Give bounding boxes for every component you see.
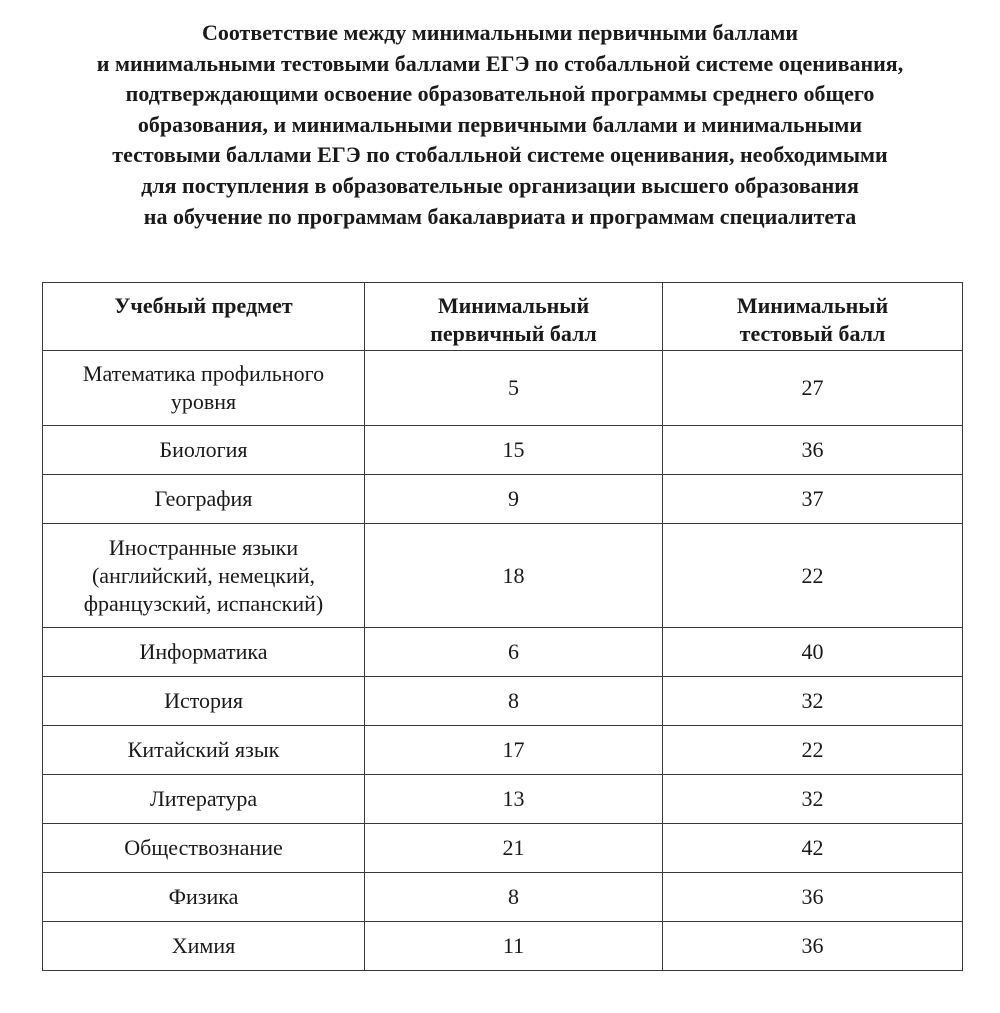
table-row	[43, 426, 963, 475]
primary-score-cell: 13	[365, 775, 663, 824]
subject-line: (английский, немецкий,	[91, 562, 316, 588]
subject-cell	[43, 475, 365, 524]
primary-score-cell: 18	[365, 524, 663, 628]
subject-line: Математика профильного	[82, 361, 325, 386]
header-test-score	[663, 283, 963, 351]
primary-score-cell: 17	[365, 726, 663, 775]
subject-cell	[43, 873, 365, 922]
subject-line: Химия	[171, 933, 236, 958]
primary-score-cell: 8	[365, 677, 663, 726]
header-test-line: Минимальный	[736, 293, 889, 318]
test-score-cell: 40	[663, 628, 963, 677]
primary-score-cell: 21	[365, 824, 663, 873]
title-line: образования, и минимальными первичными баллами и минимальными	[137, 111, 863, 137]
subject-line: Биология	[159, 437, 248, 462]
table-header-row	[43, 283, 963, 351]
table-row	[43, 873, 963, 922]
table-row	[43, 824, 963, 873]
primary-score-cell: 11	[365, 922, 663, 971]
test-score-cell: 32	[663, 677, 963, 726]
header-subject-label: Учебный предмет	[114, 293, 293, 318]
document-title	[0, 18, 1000, 232]
title-line: на обучение по программам бакалавриата и программам специалитета	[143, 203, 857, 229]
header-subject	[43, 283, 365, 351]
header-test-line: тестовый балл	[739, 321, 886, 346]
subject-line: Китайский язык	[127, 737, 280, 762]
subject-line: Литература	[149, 786, 258, 811]
subject-cell	[43, 775, 365, 824]
subject-cell	[43, 726, 365, 775]
title-line: и минимальными тестовыми баллами ЕГЭ по стобалльной системе оценивания,	[96, 50, 904, 76]
subject-line: Физика	[168, 884, 239, 909]
table-row	[43, 677, 963, 726]
test-score-cell: 22	[663, 726, 963, 775]
test-score-cell: 36	[663, 922, 963, 971]
table-row	[43, 524, 963, 628]
title-line: тестовыми баллами ЕГЭ по стобалльной системе оценивания, необходимыми	[112, 142, 888, 168]
test-score-cell: 37	[663, 475, 963, 524]
subject-line: Информатика	[139, 639, 268, 664]
title-line: для поступления в образовательные организации высшего образования	[141, 172, 859, 198]
test-score-cell: 27	[663, 351, 963, 426]
subject-cell	[43, 524, 365, 628]
test-score-cell: 36	[663, 426, 963, 475]
subject-line: История	[164, 688, 243, 713]
primary-score-cell: 6	[365, 628, 663, 677]
subject-cell	[43, 628, 365, 677]
subject-line: География	[154, 486, 253, 511]
primary-score-cell: 9	[365, 475, 663, 524]
test-score-cell: 42	[663, 824, 963, 873]
primary-score-cell: 15	[365, 426, 663, 475]
table-row	[43, 351, 963, 426]
header-primary-line: Минимальный	[437, 293, 590, 318]
subject-cell	[43, 351, 365, 426]
test-score-cell: 36	[663, 873, 963, 922]
header-primary-line: первичный балл	[430, 321, 597, 346]
scores-table	[42, 282, 963, 971]
table-row	[43, 628, 963, 677]
title-line: подтверждающими освоение образовательной программы среднего общего	[125, 81, 875, 107]
subject-line: Обществознание	[124, 835, 283, 860]
primary-score-cell: 5	[365, 351, 663, 426]
subject-line: Иностранные языки	[108, 534, 299, 560]
title-line: Соответствие между минимальными первичными баллами	[201, 20, 799, 45]
primary-score-cell: 8	[365, 873, 663, 922]
table-row	[43, 475, 963, 524]
test-score-cell: 32	[663, 775, 963, 824]
header-primary-score	[365, 283, 663, 351]
table-row	[43, 775, 963, 824]
subject-cell	[43, 426, 365, 475]
subject-line: уровня	[170, 389, 237, 414]
subject-cell	[43, 677, 365, 726]
table-row	[43, 922, 963, 971]
test-score-cell: 22	[663, 524, 963, 628]
subject-cell	[43, 922, 365, 971]
table-row	[43, 726, 963, 775]
subject-line: французский, испанский)	[83, 590, 324, 616]
subject-cell	[43, 824, 365, 873]
